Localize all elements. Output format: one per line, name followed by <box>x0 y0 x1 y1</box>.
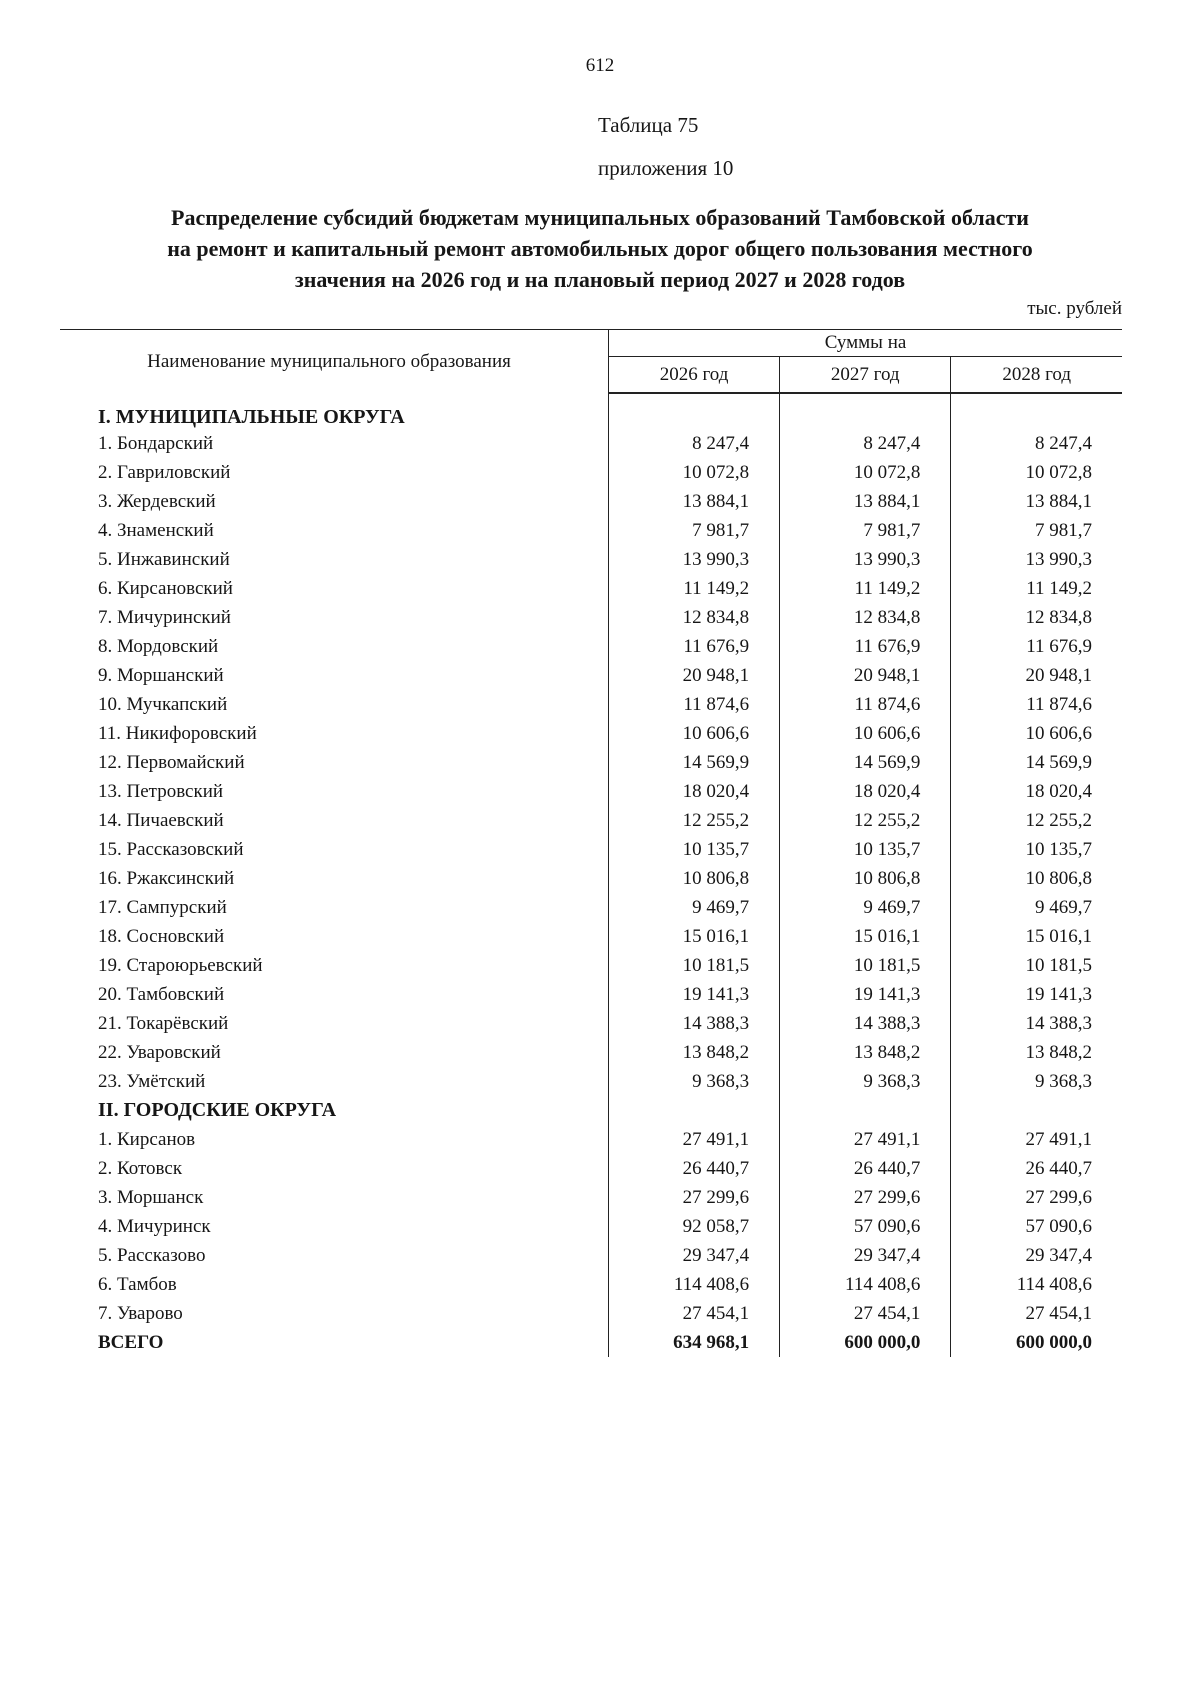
amount-cell: 8 247,4 <box>780 429 951 458</box>
table-row <box>60 1241 1122 1270</box>
amount-cell: 13 990,3 <box>780 545 951 574</box>
table-row <box>60 864 1122 893</box>
table-row <box>60 516 1122 545</box>
table-row <box>60 1270 1122 1299</box>
table-row <box>60 835 1122 864</box>
amount-cell: 10 135,7 <box>609 835 780 864</box>
amount-cell: 10 806,8 <box>951 864 1122 893</box>
appendix-label: приложения 10 <box>598 156 734 180</box>
municipality-name: 11. Никифоровский <box>98 722 257 744</box>
amount-cell: 18 020,4 <box>951 777 1122 806</box>
amount-cell: 11 149,2 <box>780 574 951 603</box>
amount-cell: 13 990,3 <box>951 545 1122 574</box>
title-line: значения на 2026 год и на плановый период 2027 и 2028 годов <box>294 267 906 292</box>
amount-cell: 11 676,9 <box>780 632 951 661</box>
table-row <box>60 1183 1122 1212</box>
amount-cell: 57 090,6 <box>780 1212 951 1241</box>
amount-cell: 14 388,3 <box>951 1009 1122 1038</box>
amount-cell: 600 000,0 <box>780 1328 951 1357</box>
amount-cell: 15 016,1 <box>609 922 780 951</box>
amount-cell: 13 990,3 <box>609 545 780 574</box>
table-row <box>60 806 1122 835</box>
amount-cell: 27 454,1 <box>780 1299 951 1328</box>
municipality-name: 4. Мичуринск <box>98 1215 211 1237</box>
table-row <box>60 1299 1122 1328</box>
amount-cell: 12 834,8 <box>609 603 780 632</box>
amount-cell: 20 948,1 <box>951 661 1122 690</box>
title-line: на ремонт и капитальный ремонт автомобильных дорог общего пользования местного <box>167 236 1033 261</box>
municipality-name: 1. Кирсанов <box>98 1128 196 1150</box>
municipality-name: 13. Петровский <box>98 780 224 802</box>
municipality-name: 7. Уварово <box>98 1302 183 1324</box>
column-header-year: 2026 год <box>609 357 780 394</box>
amount-cell <box>609 1096 780 1125</box>
table-row <box>60 1009 1122 1038</box>
column-header-year: 2027 год <box>780 357 951 394</box>
amount-cell: 26 440,7 <box>609 1154 780 1183</box>
document-title <box>60 202 1140 295</box>
municipality-name: 7. Мичуринский <box>98 606 231 628</box>
amount-cell: 27 299,6 <box>951 1183 1122 1212</box>
table-row <box>60 951 1122 980</box>
amount-cell: 10 072,8 <box>609 458 780 487</box>
amount-cell: 19 141,3 <box>951 980 1122 1009</box>
amount-cell: 114 408,6 <box>780 1270 951 1299</box>
amount-cell: 14 569,9 <box>951 748 1122 777</box>
amount-cell: 18 020,4 <box>780 777 951 806</box>
municipality-name: 22. Уваровский <box>98 1041 221 1063</box>
municipality-name: 9. Моршанский <box>98 664 224 686</box>
amount-cell: 13 884,1 <box>780 487 951 516</box>
amount-cell <box>780 393 951 429</box>
section-heading: I. МУНИЦИПАЛЬНЫЕ ОКРУГА <box>98 405 405 428</box>
amount-cell: 14 388,3 <box>780 1009 951 1038</box>
table-row <box>60 893 1122 922</box>
municipality-name: 2. Котовск <box>98 1157 183 1179</box>
section-row <box>60 1096 1122 1125</box>
municipality-name: 23. Умётский <box>98 1070 206 1092</box>
amount-cell: 20 948,1 <box>609 661 780 690</box>
table-row <box>60 661 1122 690</box>
amount-cell: 8 247,4 <box>951 429 1122 458</box>
amount-cell: 27 454,1 <box>609 1299 780 1328</box>
amount-cell: 9 368,3 <box>609 1067 780 1096</box>
amount-cell: 634 968,1 <box>609 1328 780 1357</box>
amount-cell: 10 806,8 <box>780 864 951 893</box>
table-row <box>60 603 1122 632</box>
amount-cell: 12 834,8 <box>951 603 1122 632</box>
amount-cell: 19 141,3 <box>780 980 951 1009</box>
amount-cell: 10 072,8 <box>951 458 1122 487</box>
amount-cell: 13 848,2 <box>780 1038 951 1067</box>
municipality-name: 16. Ржаксинский <box>98 867 235 889</box>
amount-cell <box>780 1096 951 1125</box>
amount-cell: 114 408,6 <box>951 1270 1122 1299</box>
amount-cell: 13 848,2 <box>951 1038 1122 1067</box>
table-row <box>60 1125 1122 1154</box>
municipality-name: 6. Тамбов <box>98 1273 177 1295</box>
amount-cell: 14 388,3 <box>609 1009 780 1038</box>
amount-cell: 14 569,9 <box>780 748 951 777</box>
municipality-name: 5. Рассказово <box>98 1244 206 1266</box>
table-body <box>60 393 1122 1357</box>
municipality-name: 15. Рассказовский <box>98 838 244 860</box>
municipality-name: 17. Сампурский <box>98 896 227 918</box>
amount-cell: 27 491,1 <box>951 1125 1122 1154</box>
table-row <box>60 748 1122 777</box>
amount-cell <box>951 393 1122 429</box>
amount-cell: 92 058,7 <box>609 1212 780 1241</box>
amount-cell: 27 454,1 <box>951 1299 1122 1328</box>
table-row <box>60 980 1122 1009</box>
amount-cell: 11 149,2 <box>609 574 780 603</box>
column-header-name: Наименование муниципального образования <box>60 330 609 394</box>
amount-cell: 7 981,7 <box>780 516 951 545</box>
amount-cell: 14 569,9 <box>609 748 780 777</box>
amount-cell: 13 884,1 <box>609 487 780 516</box>
title-line: Распределение субсидий бюджетам муниципальных образований Тамбовской области <box>171 205 1029 230</box>
amount-cell: 13 848,2 <box>609 1038 780 1067</box>
amount-cell: 10 181,5 <box>951 951 1122 980</box>
table-row <box>60 922 1122 951</box>
table-row <box>60 1212 1122 1241</box>
municipality-name: 14. Пичаевский <box>98 809 224 831</box>
subsidy-table <box>60 329 1122 1357</box>
amount-cell: 27 491,1 <box>780 1125 951 1154</box>
amount-cell: 12 255,2 <box>609 806 780 835</box>
amount-cell: 9 368,3 <box>951 1067 1122 1096</box>
amount-cell: 26 440,7 <box>780 1154 951 1183</box>
table-row <box>60 632 1122 661</box>
table-row <box>60 574 1122 603</box>
total-row <box>60 1328 1122 1357</box>
municipality-name: 10. Мучкапский <box>98 693 228 715</box>
amount-cell: 12 255,2 <box>780 806 951 835</box>
amount-cell: 12 255,2 <box>951 806 1122 835</box>
amount-cell <box>951 1096 1122 1125</box>
amount-cell: 600 000,0 <box>951 1328 1122 1357</box>
municipality-name: ВСЕГО <box>98 1331 164 1353</box>
amount-cell: 13 884,1 <box>951 487 1122 516</box>
table-row <box>60 1154 1122 1183</box>
amount-cell: 11 149,2 <box>951 574 1122 603</box>
section-row <box>60 393 1122 429</box>
amount-cell: 10 181,5 <box>609 951 780 980</box>
units-label: тыс. рублей <box>1027 298 1122 319</box>
municipality-name: 3. Моршанск <box>98 1186 204 1208</box>
municipality-name: 1. Бондарский <box>98 432 214 454</box>
table-row <box>60 690 1122 719</box>
amount-cell: 18 020,4 <box>609 777 780 806</box>
amount-cell: 12 834,8 <box>780 603 951 632</box>
amount-cell: 9 368,3 <box>780 1067 951 1096</box>
municipality-name: 12. Первомайский <box>98 751 245 773</box>
table-row <box>60 487 1122 516</box>
amount-cell: 15 016,1 <box>780 922 951 951</box>
amount-cell: 10 181,5 <box>780 951 951 980</box>
amount-cell: 57 090,6 <box>951 1212 1122 1241</box>
amount-cell: 10 606,6 <box>951 719 1122 748</box>
municipality-name: 4. Знаменский <box>98 519 214 541</box>
page-number: 612 <box>585 55 615 76</box>
amount-cell: 11 676,9 <box>609 632 780 661</box>
amount-cell: 9 469,7 <box>951 893 1122 922</box>
amount-cell: 27 299,6 <box>780 1183 951 1212</box>
amount-cell: 11 874,6 <box>780 690 951 719</box>
section-heading: II. ГОРОДСКИЕ ОКРУГА <box>98 1099 337 1121</box>
table-row <box>60 458 1122 487</box>
amount-cell: 8 247,4 <box>609 429 780 458</box>
amount-cell: 9 469,7 <box>609 893 780 922</box>
municipality-name: 5. Инжавинский <box>98 548 230 570</box>
municipality-name: 3. Жердевский <box>98 490 216 512</box>
amount-cell: 7 981,7 <box>609 516 780 545</box>
municipality-name: 20. Тамбовский <box>98 983 225 1005</box>
table-row <box>60 429 1122 458</box>
municipality-name: 8. Мордовский <box>98 635 219 657</box>
amount-cell: 11 676,9 <box>951 632 1122 661</box>
amount-cell: 114 408,6 <box>609 1270 780 1299</box>
amount-cell: 10 606,6 <box>780 719 951 748</box>
amount-cell: 10 135,7 <box>951 835 1122 864</box>
municipality-name: 6. Кирсановский <box>98 577 233 599</box>
amount-cell: 7 981,7 <box>951 516 1122 545</box>
column-header-sums: Суммы на <box>609 330 1122 357</box>
amount-cell: 10 606,6 <box>609 719 780 748</box>
amount-cell: 29 347,4 <box>951 1241 1122 1270</box>
amount-cell: 29 347,4 <box>780 1241 951 1270</box>
amount-cell: 29 347,4 <box>609 1241 780 1270</box>
amount-cell: 11 874,6 <box>609 690 780 719</box>
amount-cell: 27 491,1 <box>609 1125 780 1154</box>
amount-cell: 10 072,8 <box>780 458 951 487</box>
amount-cell: 27 299,6 <box>609 1183 780 1212</box>
amount-cell: 9 469,7 <box>780 893 951 922</box>
table-row <box>60 545 1122 574</box>
amount-cell: 10 806,8 <box>609 864 780 893</box>
municipality-name: 19. Староюрьевский <box>98 954 263 976</box>
table-row <box>60 777 1122 806</box>
municipality-name: 21. Токарёвский <box>98 1012 229 1034</box>
amount-cell <box>609 393 780 429</box>
municipality-name: 2. Гавриловский <box>98 461 231 483</box>
amount-cell: 20 948,1 <box>780 661 951 690</box>
amount-cell: 26 440,7 <box>951 1154 1122 1183</box>
table-row <box>60 1067 1122 1096</box>
table-row <box>60 719 1122 748</box>
municipality-name: 18. Сосновский <box>98 925 225 947</box>
amount-cell: 10 135,7 <box>780 835 951 864</box>
amount-cell: 11 874,6 <box>951 690 1122 719</box>
table-label: Таблица 75 <box>598 113 699 137</box>
amount-cell: 19 141,3 <box>609 980 780 1009</box>
table-row <box>60 1038 1122 1067</box>
amount-cell: 15 016,1 <box>951 922 1122 951</box>
column-header-year: 2028 год <box>951 357 1122 394</box>
